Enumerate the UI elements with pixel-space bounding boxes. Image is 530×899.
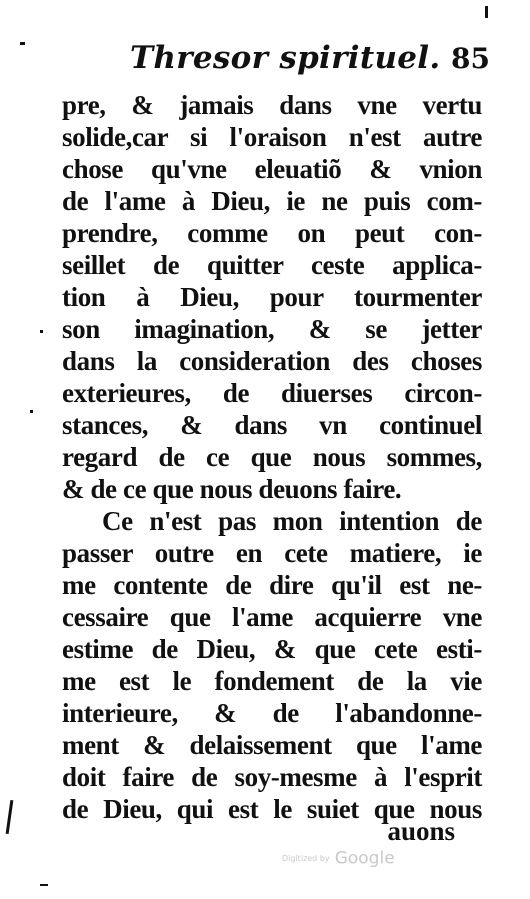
text-line: passer outre en cete matiere, ie xyxy=(62,538,482,568)
running-header xyxy=(130,40,490,90)
ink-speck xyxy=(6,800,14,834)
text-line: tion à Dieu, pour tourmenter xyxy=(62,282,482,312)
text-line: estime de Dieu, & que cete esti- xyxy=(62,634,482,664)
text-line: de l'ame à Dieu, ie ne puis com- xyxy=(62,186,482,216)
page-number: 85 xyxy=(451,42,490,75)
text-line: son imagination, & se jetter xyxy=(62,314,482,344)
ink-speck xyxy=(40,330,43,333)
text-line: interieure, & de l'abandonne- xyxy=(62,698,482,728)
text-line: regard de ce que nous sommes, xyxy=(62,442,482,472)
catchword: auons xyxy=(387,816,455,846)
ink-speck xyxy=(40,884,48,886)
text-line: seillet de quitter ceste applica- xyxy=(62,250,482,280)
text-line: me contente de dire qu'il est ne- xyxy=(62,570,482,600)
running-title: Thresor spirituel. xyxy=(130,40,441,76)
ink-speck xyxy=(30,410,33,413)
watermark-brand: Google xyxy=(334,848,395,869)
text-line: me est le fondement de la vie xyxy=(62,666,482,696)
watermark-prefix: Digitized by xyxy=(282,854,330,863)
text-line: ment & delaissement que l'ame xyxy=(62,730,482,760)
digitization-watermark xyxy=(282,848,395,869)
text-line: dans la consideration des choses xyxy=(62,346,482,376)
text-line: & de ce que nous deuons faire. xyxy=(62,474,402,504)
ink-speck xyxy=(20,42,25,45)
text-line: chose qu'vne eleuatiõ & vnion xyxy=(62,154,482,184)
text-line: exterieures, de diuerses circon- xyxy=(62,378,482,408)
ink-speck xyxy=(485,6,488,18)
text-line: cessaire que l'ame acquierre vne xyxy=(62,602,482,632)
text-line: prendre, comme on peut con- xyxy=(62,218,482,248)
text-line: Ce n'est pas mon intention de xyxy=(102,506,482,536)
text-line: pre, & jamais dans vne vertu xyxy=(62,90,482,120)
text-line: solide,car si l'oraison n'est autre xyxy=(62,122,482,152)
text-line: doit faire de soy-mesme à l'esprit xyxy=(62,762,482,792)
text-line: stances, & dans vn continuel xyxy=(62,410,482,440)
text-line: de Dieu, qui est le suiet que nous xyxy=(62,794,482,824)
